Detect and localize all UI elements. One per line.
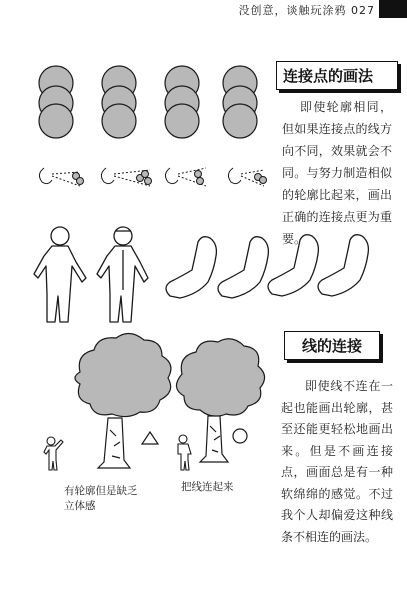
eye-diagrams — [39, 168, 266, 186]
figure-outline-2 — [97, 227, 148, 322]
arm-1 — [166, 237, 216, 298]
ball-stacks — [39, 66, 257, 138]
small-person-right — [178, 435, 191, 470]
small-person-left — [44, 437, 63, 470]
eye-diagram-4 — [228, 168, 266, 186]
ball-stack-4 — [223, 66, 257, 138]
figure-outline-1 — [34, 227, 86, 322]
standing-figures — [34, 227, 148, 322]
running-head: 没创意，谈触玩涂鸦 027 — [238, 4, 375, 17]
section-paragraph-connection-points: 即使轮廓相同，但如果连接点的线方向不同，效果就会不同。与努力制造相似的轮廓比起来，画出正确的连接点更为重要。 — [282, 100, 392, 246]
eye-diagram-2 — [101, 168, 151, 186]
ball-stack-1 — [39, 66, 73, 138]
ball-stack-3 — [165, 66, 199, 138]
triangle-shape — [142, 432, 158, 444]
section-title-line-connection: 线的连接 — [284, 331, 380, 360]
circle-shape — [233, 429, 247, 443]
tree-right — [176, 339, 264, 462]
arm-2 — [218, 237, 268, 298]
section-title-connection-points: 连接点的画法 — [276, 61, 398, 90]
ball-stack-2 — [102, 66, 136, 138]
eye-diagram-3 — [165, 168, 206, 186]
section-paragraph-line-connection: 即使线不连在一起也能画出轮廓，甚至还能更轻松地画出来。但是不画连接点，画面总是有一种软绵绵的感觉。不过我个人却偏爱这种线条不相连的画法。 — [281, 379, 393, 544]
tree-left — [75, 333, 171, 468]
eye-diagram-1 — [39, 168, 83, 186]
caption-tree-left: 有轮廓但是缺乏立体感 — [64, 485, 138, 512]
caption-tree-right: 把线连起来 — [181, 481, 234, 493]
